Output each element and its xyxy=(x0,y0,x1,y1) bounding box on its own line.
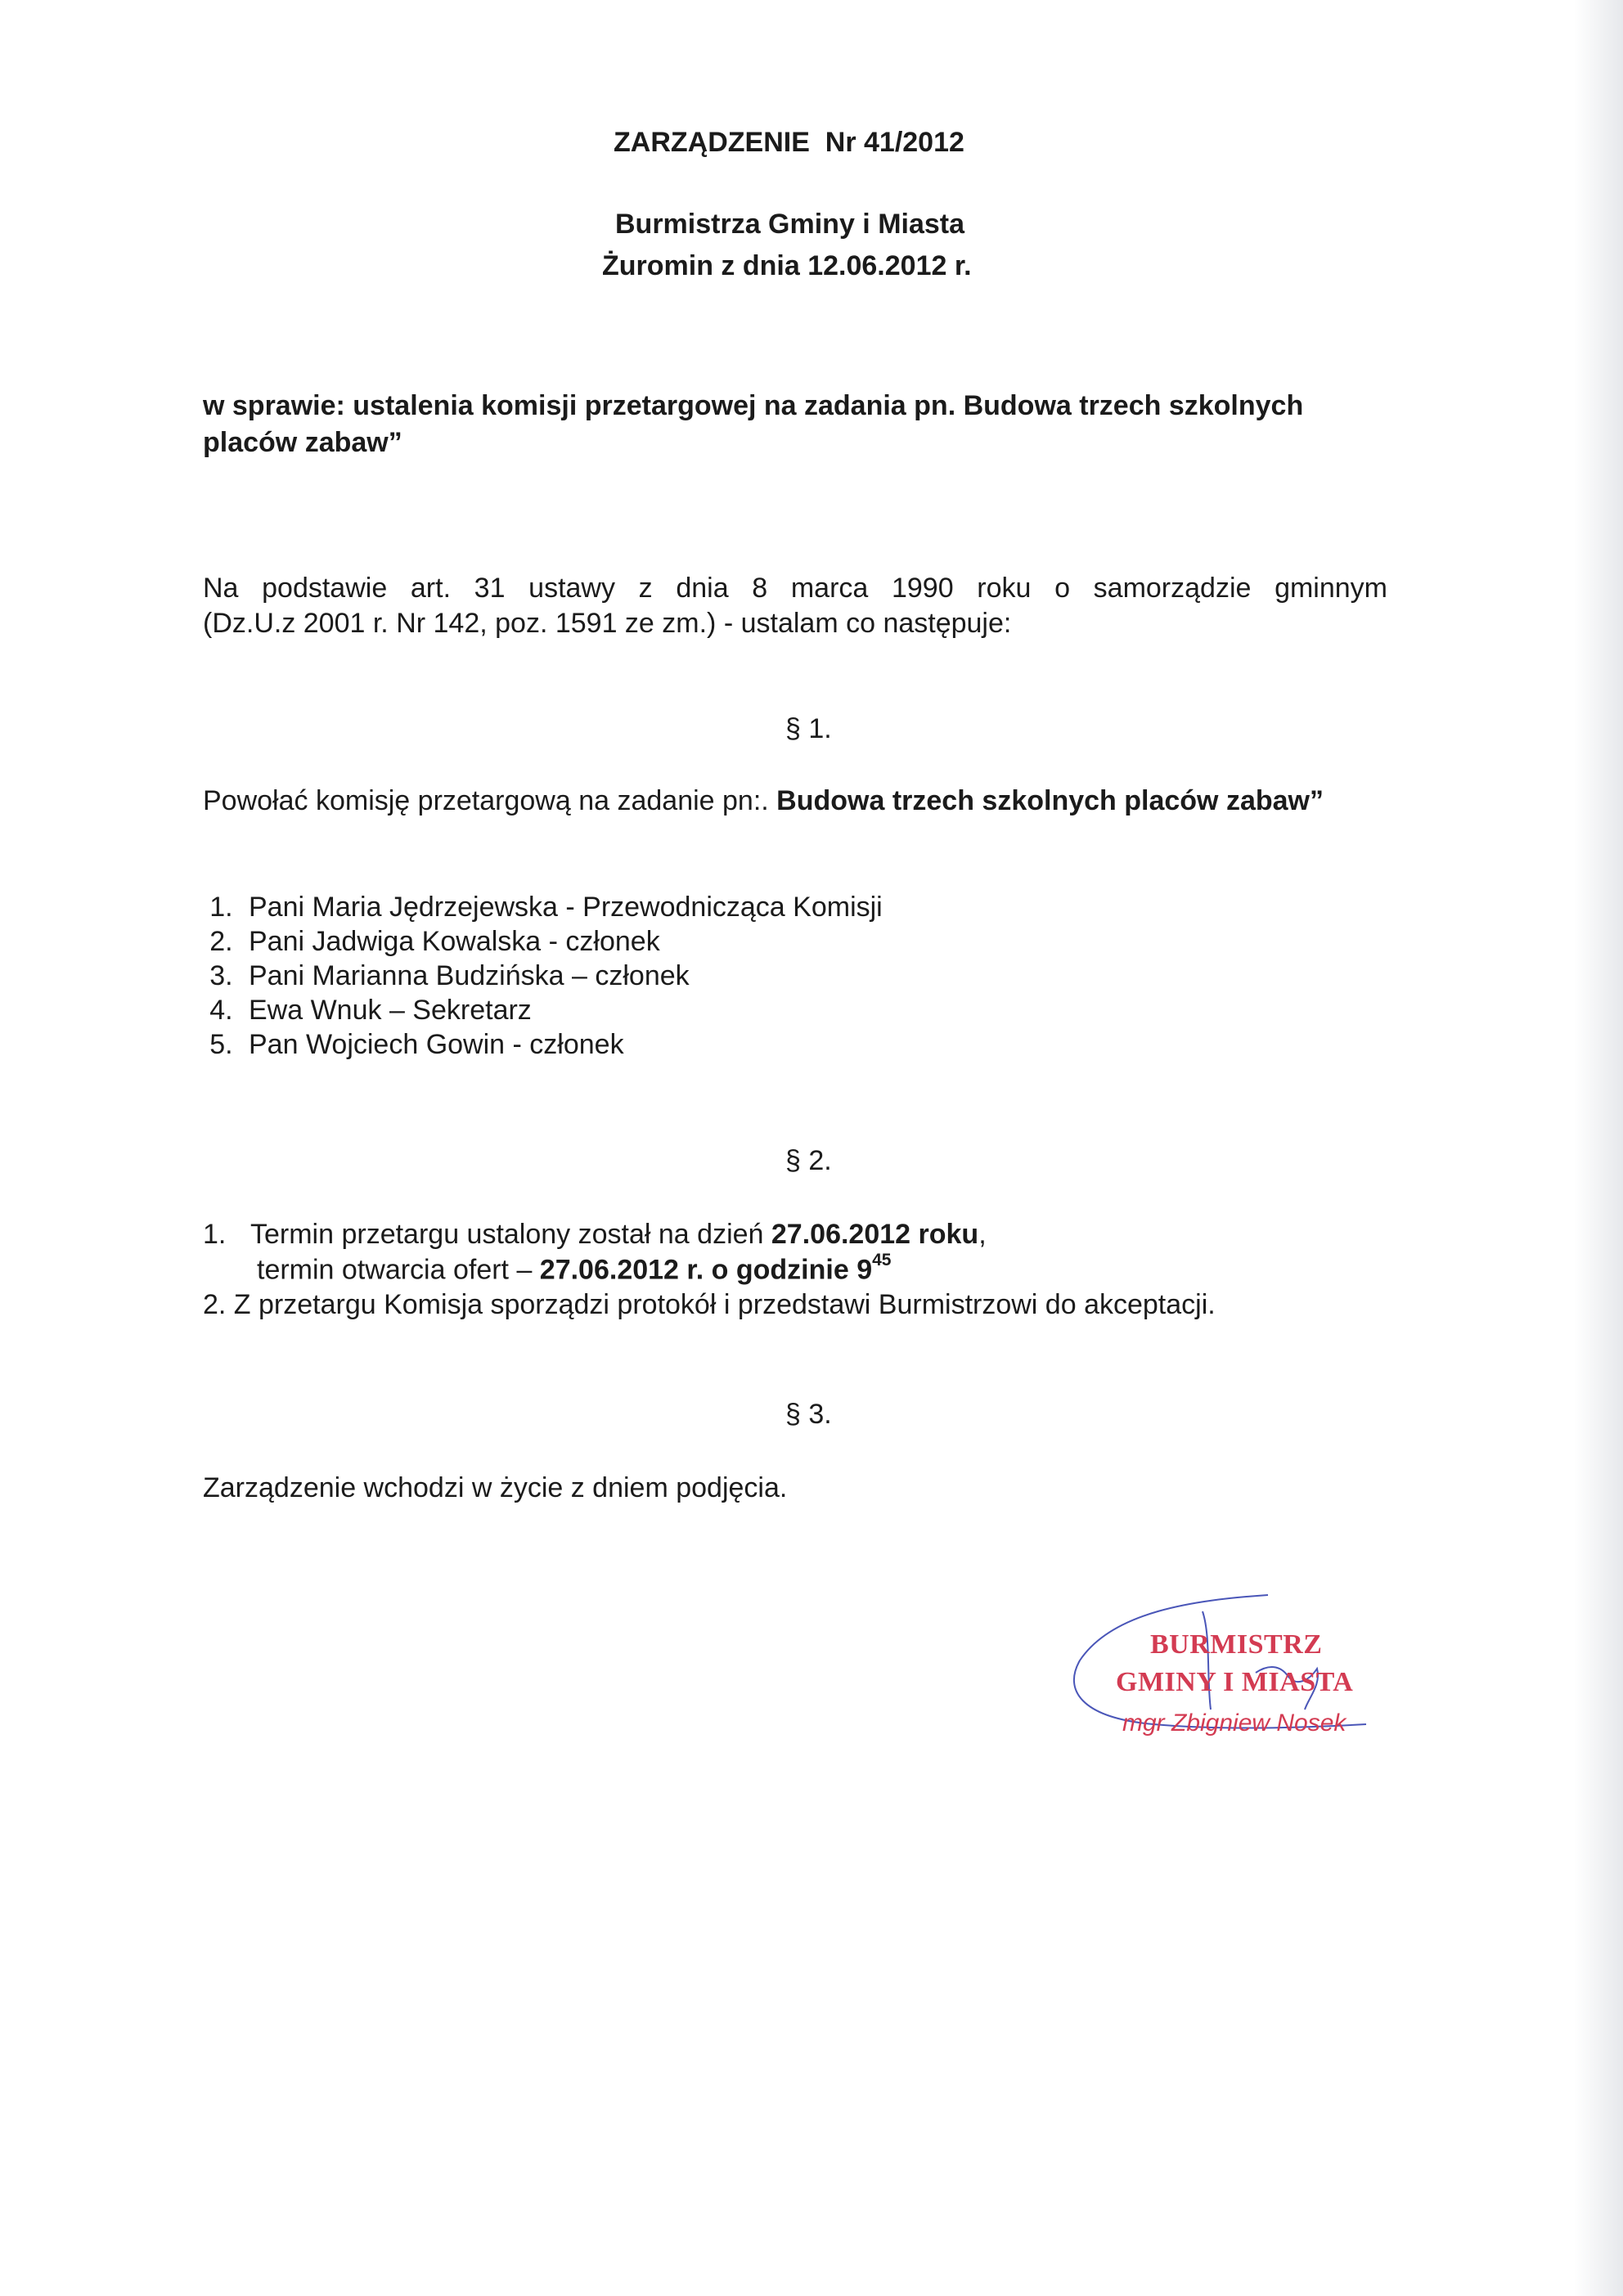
opening-date-text: termin otwarcia ofert – xyxy=(257,1254,540,1286)
subject-line-1: w sprawie: ustalenia komisji przetargowej na zadania pn. Budowa trzech szkolnych xyxy=(203,390,1304,421)
section-3-heading: § 3. xyxy=(785,1399,832,1430)
section-2-item-1-line-2 xyxy=(257,1251,892,1286)
tender-date-text: Termin przetargu ustalony został na dzień xyxy=(250,1219,771,1250)
tender-date: 27.06.2012 roku xyxy=(771,1219,979,1250)
section-2-item-1-number: 1. xyxy=(203,1219,227,1250)
committee-members-list xyxy=(203,890,883,1062)
section-2-item-2: 2. Z przetargu Komisja sporządzi protokół i przedstawi Burmistrzowi do akceptacji. xyxy=(203,1289,1216,1320)
list-item: 2. Pani Jadwiga Kowalska - członek xyxy=(241,924,883,959)
scan-edge-shadow xyxy=(1574,0,1623,2296)
preamble-line-2: (Dz.U.z 2001 r. Nr 142, poz. 1591 ze zm.) - ustalam co następuje: xyxy=(203,608,1012,639)
stamp-signatory-name: mgr Zbigniew Nosek xyxy=(1122,1710,1347,1737)
list-item: 5. Pan Wojciech Gowin - członek xyxy=(241,1027,883,1062)
opening-date: 27.06.2012 r. o godzinie 9 xyxy=(539,1254,873,1286)
section-1-task-name: Budowa trzech szkolnych placów zabaw” xyxy=(776,785,1324,816)
section-2-item-1 xyxy=(250,1219,987,1251)
preamble-line-1: Na podstawie art. 31 ustawy z dnia 8 marca 1990 roku o samorządzie gminnym xyxy=(203,573,1387,604)
mayor-stamp xyxy=(1063,1587,1407,1783)
section-2-heading: § 2. xyxy=(785,1145,832,1176)
list-item: 4. Ewa Wnuk – Sekretarz xyxy=(241,993,883,1027)
opening-time-minutes: 45 xyxy=(872,1251,892,1269)
section-1-intro xyxy=(203,785,1324,817)
issuer-line-1: Burmistrza Gminy i Miasta xyxy=(615,209,965,240)
list-item: 1. Pani Maria Jędrzejewska - Przewodnicząca Komisji xyxy=(241,890,883,924)
subject-line-2: placów zabaw” xyxy=(203,427,402,458)
section-3-text: Zarządzenie wchodzi w życie z dniem podjęcia. xyxy=(203,1472,788,1503)
section-1-intro-text: Powołać komisję przetargową na zadanie pn:. xyxy=(203,785,777,816)
tender-date-comma: , xyxy=(978,1219,987,1250)
stamp-line-2: GMINY I MIASTA xyxy=(1116,1667,1354,1697)
list-item: 3. Pani Marianna Budzińska – członek xyxy=(241,959,883,993)
document-title: ZARZĄDZENIE Nr 41/2012 xyxy=(614,127,964,158)
section-1-heading: § 1. xyxy=(785,713,832,744)
stamp-line-1: BURMISTRZ xyxy=(1150,1629,1323,1660)
issuer-line-2: Żuromin z dnia 12.06.2012 r. xyxy=(602,250,972,281)
